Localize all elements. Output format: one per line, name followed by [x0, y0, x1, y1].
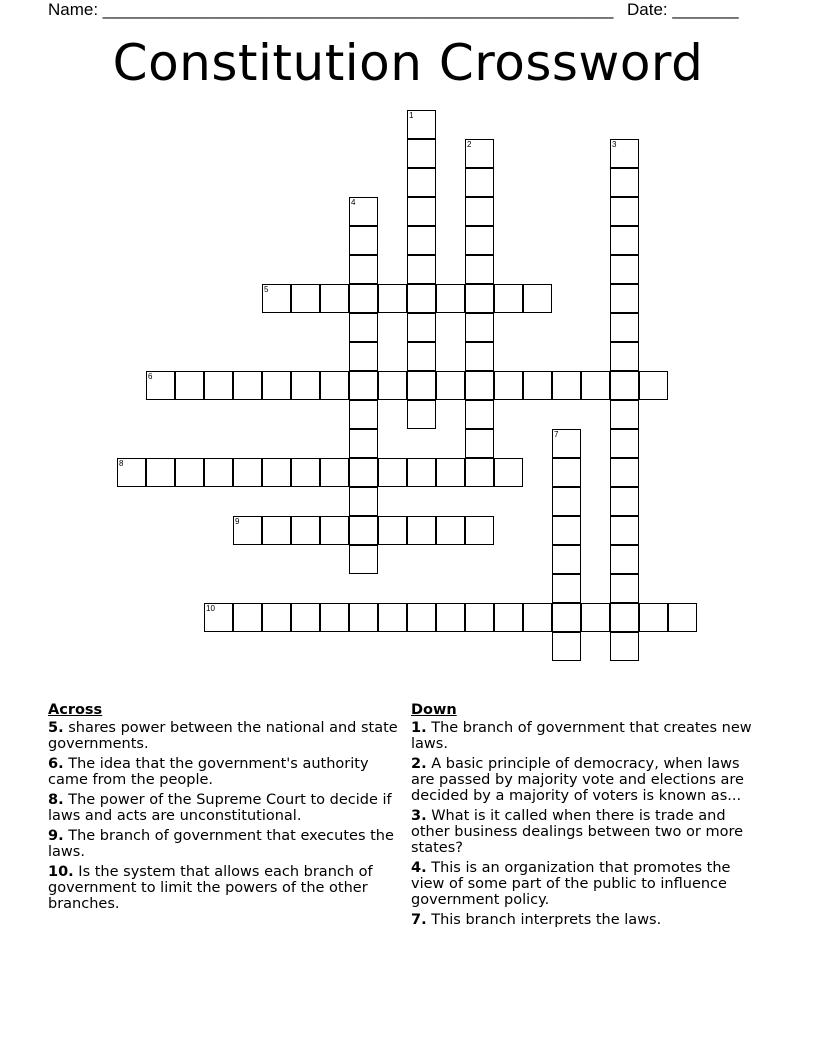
crossword-cell[interactable] [233, 458, 262, 487]
crossword-cell[interactable] [465, 255, 494, 284]
crossword-cell[interactable] [407, 603, 436, 632]
crossword-cell[interactable] [465, 139, 494, 168]
down-clue [411, 912, 761, 928]
clue-text: The power of the Supreme Court to decide if laws and acts are unconstitutional. [48, 792, 392, 824]
crossword-cell[interactable] [465, 603, 494, 632]
crossword-cell[interactable] [523, 603, 552, 632]
page-title: Constitution Crossword [112, 34, 704, 92]
down-clue [411, 808, 761, 856]
clue-number: 5. [48, 720, 64, 736]
crossword-cell[interactable] [349, 226, 378, 255]
crossword-cell[interactable] [407, 458, 436, 487]
crossword-cell[interactable] [378, 516, 407, 545]
crossword-cell[interactable] [552, 545, 581, 574]
crossword-cell[interactable] [378, 284, 407, 313]
clue-text: This is an organization that promotes the view of some part of the public to influence government policy. [411, 860, 731, 908]
crossword-cell[interactable] [552, 429, 581, 458]
crossword-cell[interactable] [349, 313, 378, 342]
crossword-cell[interactable] [436, 516, 465, 545]
across-clues [48, 702, 398, 916]
clue-number: 3. [411, 808, 427, 824]
crossword-cell[interactable] [349, 371, 378, 400]
crossword-cell[interactable] [407, 197, 436, 226]
crossword-cell[interactable] [494, 284, 523, 313]
crossword-cell[interactable] [233, 371, 262, 400]
clue-number: 7. [411, 912, 427, 928]
across-clue [48, 828, 398, 860]
clue-text: The branch of government that executes the laws. [48, 828, 394, 860]
crossword-cell[interactable] [407, 110, 436, 139]
crossword-cell[interactable] [523, 371, 552, 400]
crossword-cell[interactable] [262, 284, 291, 313]
crossword-cell[interactable] [117, 458, 146, 487]
crossword-cell[interactable] [465, 400, 494, 429]
crossword-cell[interactable] [552, 516, 581, 545]
crossword-cell[interactable] [610, 516, 639, 545]
crossword-cell[interactable] [552, 632, 581, 661]
crossword-cell[interactable] [610, 226, 639, 255]
crossword-cell[interactable] [378, 603, 407, 632]
crossword-cell[interactable] [610, 487, 639, 516]
date-field[interactable]: Date: _______ [627, 0, 739, 19]
crossword-cell[interactable] [349, 284, 378, 313]
crossword-cell[interactable] [407, 168, 436, 197]
cell-number: 9 [235, 517, 240, 526]
name-field[interactable]: Name: ______________________________________________________ [48, 0, 614, 19]
crossword-cell[interactable] [436, 603, 465, 632]
cell-number: 4 [351, 198, 356, 207]
crossword-cell[interactable] [320, 458, 349, 487]
crossword-cell[interactable] [349, 516, 378, 545]
crossword-cell[interactable] [407, 255, 436, 284]
crossword-cell[interactable] [610, 342, 639, 371]
crossword-cell[interactable] [610, 632, 639, 661]
cell-number: 3 [612, 140, 617, 149]
crossword-cell[interactable] [610, 139, 639, 168]
clue-number: 2. [411, 756, 427, 772]
crossword-cell[interactable] [291, 371, 320, 400]
crossword-cell[interactable] [349, 545, 378, 574]
crossword-cell[interactable] [610, 603, 639, 632]
crossword-cell[interactable] [639, 603, 668, 632]
cell-number: 10 [206, 604, 215, 613]
crossword-cell[interactable] [610, 284, 639, 313]
crossword-cell[interactable] [262, 458, 291, 487]
crossword-cell[interactable] [407, 516, 436, 545]
crossword-cell[interactable] [320, 516, 349, 545]
crossword-cell[interactable] [407, 342, 436, 371]
crossword-cell[interactable] [407, 400, 436, 429]
crossword-cell[interactable] [552, 574, 581, 603]
clue-text: The branch of government that creates new laws. [411, 720, 752, 752]
crossword-cell[interactable] [610, 545, 639, 574]
crossword-cell[interactable] [320, 284, 349, 313]
cell-number: 5 [264, 285, 269, 294]
crossword-cell[interactable] [233, 603, 262, 632]
cell-number: 1 [409, 111, 414, 120]
crossword-cell[interactable] [610, 400, 639, 429]
crossword-cell[interactable] [610, 197, 639, 226]
crossword-cell[interactable] [494, 371, 523, 400]
clue-text: This branch interprets the laws. [431, 912, 662, 928]
crossword-cell[interactable] [465, 458, 494, 487]
crossword-cell[interactable] [523, 284, 552, 313]
clue-number: 4. [411, 860, 427, 876]
crossword-cell[interactable] [552, 603, 581, 632]
crossword-cell[interactable] [349, 197, 378, 226]
clue-text: What is it called when there is trade and other business dealings between two or more states? [411, 808, 744, 856]
crossword-cell[interactable] [610, 429, 639, 458]
down-heading: Down [411, 702, 457, 718]
crossword-cell[interactable] [668, 603, 697, 632]
across-clue [48, 720, 398, 752]
cell-number: 8 [119, 459, 124, 468]
crossword-cell[interactable] [465, 226, 494, 255]
crossword-cell[interactable] [552, 487, 581, 516]
clue-number: 6. [48, 756, 64, 772]
crossword-cell[interactable] [146, 371, 175, 400]
crossword-cell[interactable] [465, 197, 494, 226]
clue-text: shares power between the national and state governments. [48, 720, 398, 752]
crossword-cell[interactable] [610, 458, 639, 487]
cell-number: 2 [467, 140, 472, 149]
crossword-cell[interactable] [610, 255, 639, 284]
crossword-cell[interactable] [465, 516, 494, 545]
cell-number: 7 [554, 430, 559, 439]
crossword-cell[interactable] [436, 371, 465, 400]
crossword-cell[interactable] [233, 516, 262, 545]
crossword-cell[interactable] [465, 284, 494, 313]
clue-text: A basic principle of democracy, when laws are passed by majority vote and elections are decided by a majority of voters is known as... [411, 756, 744, 804]
crossword-cell[interactable] [552, 371, 581, 400]
crossword-cell[interactable] [175, 371, 204, 400]
crossword-cell[interactable] [349, 458, 378, 487]
crossword-cell[interactable] [291, 516, 320, 545]
crossword-cell[interactable] [320, 603, 349, 632]
crossword-cell[interactable] [291, 458, 320, 487]
crossword-cell[interactable] [407, 226, 436, 255]
crossword-cell[interactable] [291, 603, 320, 632]
crossword-cell[interactable] [204, 458, 233, 487]
down-clue [411, 756, 761, 804]
across-clue [48, 756, 398, 788]
crossword-cell[interactable] [465, 168, 494, 197]
crossword-cell[interactable] [204, 603, 233, 632]
crossword-cell[interactable] [494, 603, 523, 632]
down-clues [411, 702, 761, 932]
crossword-cell[interactable] [175, 458, 204, 487]
crossword-cell[interactable] [349, 400, 378, 429]
clue-text: Is the system that allows each branch of government to limit the powers of the other branches. [48, 864, 373, 912]
across-heading: Across [48, 702, 103, 718]
crossword-cell[interactable] [262, 516, 291, 545]
crossword-cell[interactable] [465, 429, 494, 458]
clue-number: 9. [48, 828, 64, 844]
crossword-cell[interactable] [407, 371, 436, 400]
crossword-cell[interactable] [610, 168, 639, 197]
crossword-cell[interactable] [262, 371, 291, 400]
crossword-cell[interactable] [494, 458, 523, 487]
crossword-cell[interactable] [610, 574, 639, 603]
crossword-cell[interactable] [204, 371, 233, 400]
clue-number: 10. [48, 864, 74, 880]
crossword-cell[interactable] [581, 371, 610, 400]
crossword-cell[interactable] [349, 487, 378, 516]
crossword-cell[interactable] [349, 342, 378, 371]
crossword-cell[interactable] [610, 313, 639, 342]
crossword-cell[interactable] [349, 603, 378, 632]
cell-number: 6 [148, 372, 153, 381]
across-clue [48, 792, 398, 824]
crossword-cell[interactable] [465, 313, 494, 342]
crossword-cell[interactable] [581, 603, 610, 632]
crossword-cell[interactable] [349, 255, 378, 284]
crossword-cell[interactable] [436, 458, 465, 487]
crossword-cell[interactable] [639, 371, 668, 400]
down-clue [411, 860, 761, 908]
crossword-cell[interactable] [436, 284, 465, 313]
crossword-cell[interactable] [262, 603, 291, 632]
crossword-cell[interactable] [320, 371, 349, 400]
crossword-cell[interactable] [465, 371, 494, 400]
crossword-cell[interactable] [378, 371, 407, 400]
crossword-cell[interactable] [465, 342, 494, 371]
clue-number: 1. [411, 720, 427, 736]
crossword-cell[interactable] [146, 458, 175, 487]
crossword-cell[interactable] [349, 429, 378, 458]
crossword-cell[interactable] [407, 139, 436, 168]
crossword-cell[interactable] [407, 313, 436, 342]
crossword-cell[interactable] [407, 284, 436, 313]
crossword-cell[interactable] [378, 458, 407, 487]
clue-number: 8. [48, 792, 64, 808]
across-clue [48, 864, 398, 912]
crossword-cell[interactable] [291, 284, 320, 313]
down-clue [411, 720, 761, 752]
clue-text: The idea that the government's authority came from the people. [48, 756, 369, 788]
crossword-cell[interactable] [552, 458, 581, 487]
crossword-cell[interactable] [610, 371, 639, 400]
